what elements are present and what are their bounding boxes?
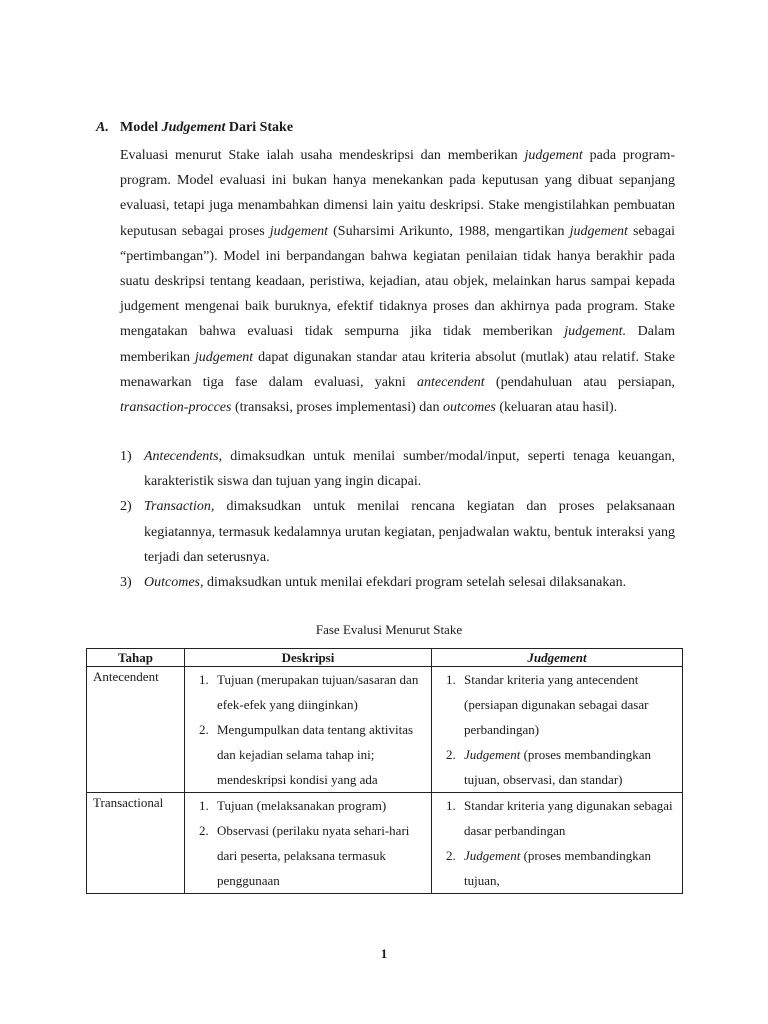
list-term: Transaction,	[144, 499, 215, 515]
cell-list	[438, 793, 676, 893]
cell-deskripsi	[185, 793, 432, 894]
text-run: Dalam memberikan	[120, 324, 675, 365]
list-text: dimaksudkan untuk menilai sumber/modal/input, seperti tenaga keuangan, karakteristik siswa dan tujuan yang ingin dicapai.	[144, 449, 675, 490]
italic-term: Judgement	[464, 848, 521, 863]
text-run: (transaksi, proses implementasi) dan	[231, 400, 443, 416]
text-run: dapat digunakan standar atau kriteria absolut (mutlak) atau relatif. Stake menawarkan tiga fase dalam evaluasi, yakni	[120, 349, 675, 390]
italic-term: judgement.	[564, 324, 627, 340]
cell-list-item	[438, 742, 676, 792]
text-run: Standar kriteria yang digunakan sebagai dasar perbandingan	[464, 798, 673, 838]
body-paragraph	[120, 143, 675, 420]
heading-text-post: Dari Stake	[225, 120, 294, 135]
cell-list-item	[191, 793, 425, 818]
italic-term: judgement	[269, 223, 329, 239]
cell-list-number: 2.	[446, 848, 456, 863]
cell-list	[191, 667, 425, 792]
cell-list-number: 2.	[446, 747, 456, 762]
list-term: Outcomes,	[144, 575, 204, 591]
cell-list-number: 1.	[446, 798, 456, 813]
list-item	[120, 444, 675, 494]
header-judgement: Judgement	[432, 649, 683, 667]
cell-list	[438, 667, 676, 792]
text-run: (keluaran atau hasil).	[495, 400, 618, 416]
cell-list-number: 2.	[199, 722, 209, 737]
text-run: (pendahuluan atau persiapan,	[484, 374, 675, 390]
text-run: pada program-program. Model evaluasi ini bukan hanya menekankan pada keputusan yang dibuat sepanjang evaluasi, tetapi juga menambahkan dimensi lain yaitu deskripsi. Stake mengistilahkan pembuatan keputusan sebagai proses	[120, 148, 675, 239]
header-deskripsi: Deskripsi	[185, 649, 432, 667]
cell-list	[191, 793, 425, 893]
table-row	[87, 667, 683, 793]
text-run: sebagai “pertimbangan”). Model ini berpandangan bahwa kegiatan penilaian tidak hanya berakhir pada suatu deskripsi tentang keadaan, peristiwa, kejadian, atau objek, melainkan harus sampai kepada judgement mengenai baik buruknya, efektif tidaknya proses dan akhirnya pada program. Stake mengatakan bahwa evaluasi tidak sempurna jika tidak memberikan	[120, 223, 675, 340]
text-run: Mengumpulkan data tentang aktivitas dan kejadian selama tahap ini; mendeskripsi kondisi yang ada	[217, 722, 414, 787]
cell-list-item	[438, 793, 676, 843]
text-run: Observasi (perilaku nyata sehari-hari dari peserta, pelaksana termasuk penggunaan	[217, 823, 410, 888]
list-item	[120, 494, 675, 570]
list-number: 1)	[120, 449, 132, 464]
text-run: Standar kriteria yang antecendent (persiapan digunakan sebagai dasar perbandingan)	[464, 672, 649, 737]
italic-term: antecendent	[417, 374, 485, 390]
cell-list-item	[438, 667, 676, 742]
table-header-row	[87, 649, 683, 667]
italic-term: judgement	[194, 349, 254, 365]
table-caption: Fase Evalusi Menurut Stake	[315, 622, 463, 637]
list-text: dimaksudkan untuk menilai rencana kegiatan dan proses pelaksanaan kegiatannya, termasuk kedalamnya urutan kegiatan, penjadwalan waktu, bentuk interaksi yang terjadi dan seterusnya.	[144, 499, 675, 565]
phase-list	[120, 444, 675, 595]
cell-judgement	[432, 793, 683, 894]
heading-text-italic: Judgement	[161, 120, 226, 135]
text-run: (proses membandingkan tujuan, observasi, dan standar)	[464, 747, 652, 787]
table-row	[87, 793, 683, 894]
italic-term: judgement	[569, 223, 628, 239]
text-run: Tujuan (merupakan tujuan/sasaran dan efek-efek yang diinginkan)	[217, 672, 419, 712]
stake-phase-table	[86, 648, 683, 894]
italic-term: outcomes	[442, 400, 496, 416]
cell-list-item	[438, 843, 676, 893]
list-text: dimaksudkan untuk menilai efekdari program setelah selesai dilaksanakan.	[203, 575, 627, 591]
cell-list-number: 2.	[199, 823, 209, 838]
cell-list-item	[191, 818, 425, 893]
section-letter: A.	[96, 120, 109, 135]
cell-tahap: Transactional	[87, 793, 185, 894]
list-item	[120, 570, 675, 595]
header-tahap: Tahap	[87, 649, 185, 667]
italic-term: transaction-procces	[120, 400, 232, 416]
cell-judgement	[432, 667, 683, 793]
section-heading	[96, 120, 293, 136]
cell-list-number: 1.	[446, 672, 456, 687]
text-run: Tujuan (melaksanakan program)	[217, 798, 387, 813]
cell-list-item	[191, 717, 425, 792]
italic-term: judgement	[524, 148, 583, 163]
cell-tahap: Antecendent	[87, 667, 185, 793]
list-number: 2)	[120, 499, 132, 515]
italic-term: Judgement	[464, 747, 521, 762]
list-number: 3)	[120, 575, 132, 591]
text-run: (Suharsimi Arikunto, 1988, mengartikan	[328, 223, 570, 239]
cell-list-number: 1.	[199, 672, 209, 687]
cell-list-number: 1.	[199, 798, 209, 813]
text-run: (proses membandingkan tujuan,	[464, 848, 652, 888]
text-run: Evaluasi menurut Stake ialah usaha mendeskripsi dan memberikan	[120, 148, 525, 163]
cell-deskripsi	[185, 667, 432, 793]
cell-list-item	[191, 667, 425, 717]
list-term: Antecendents,	[144, 449, 223, 464]
heading-text-pre: Model	[120, 120, 162, 135]
page-number: 1	[380, 946, 388, 961]
